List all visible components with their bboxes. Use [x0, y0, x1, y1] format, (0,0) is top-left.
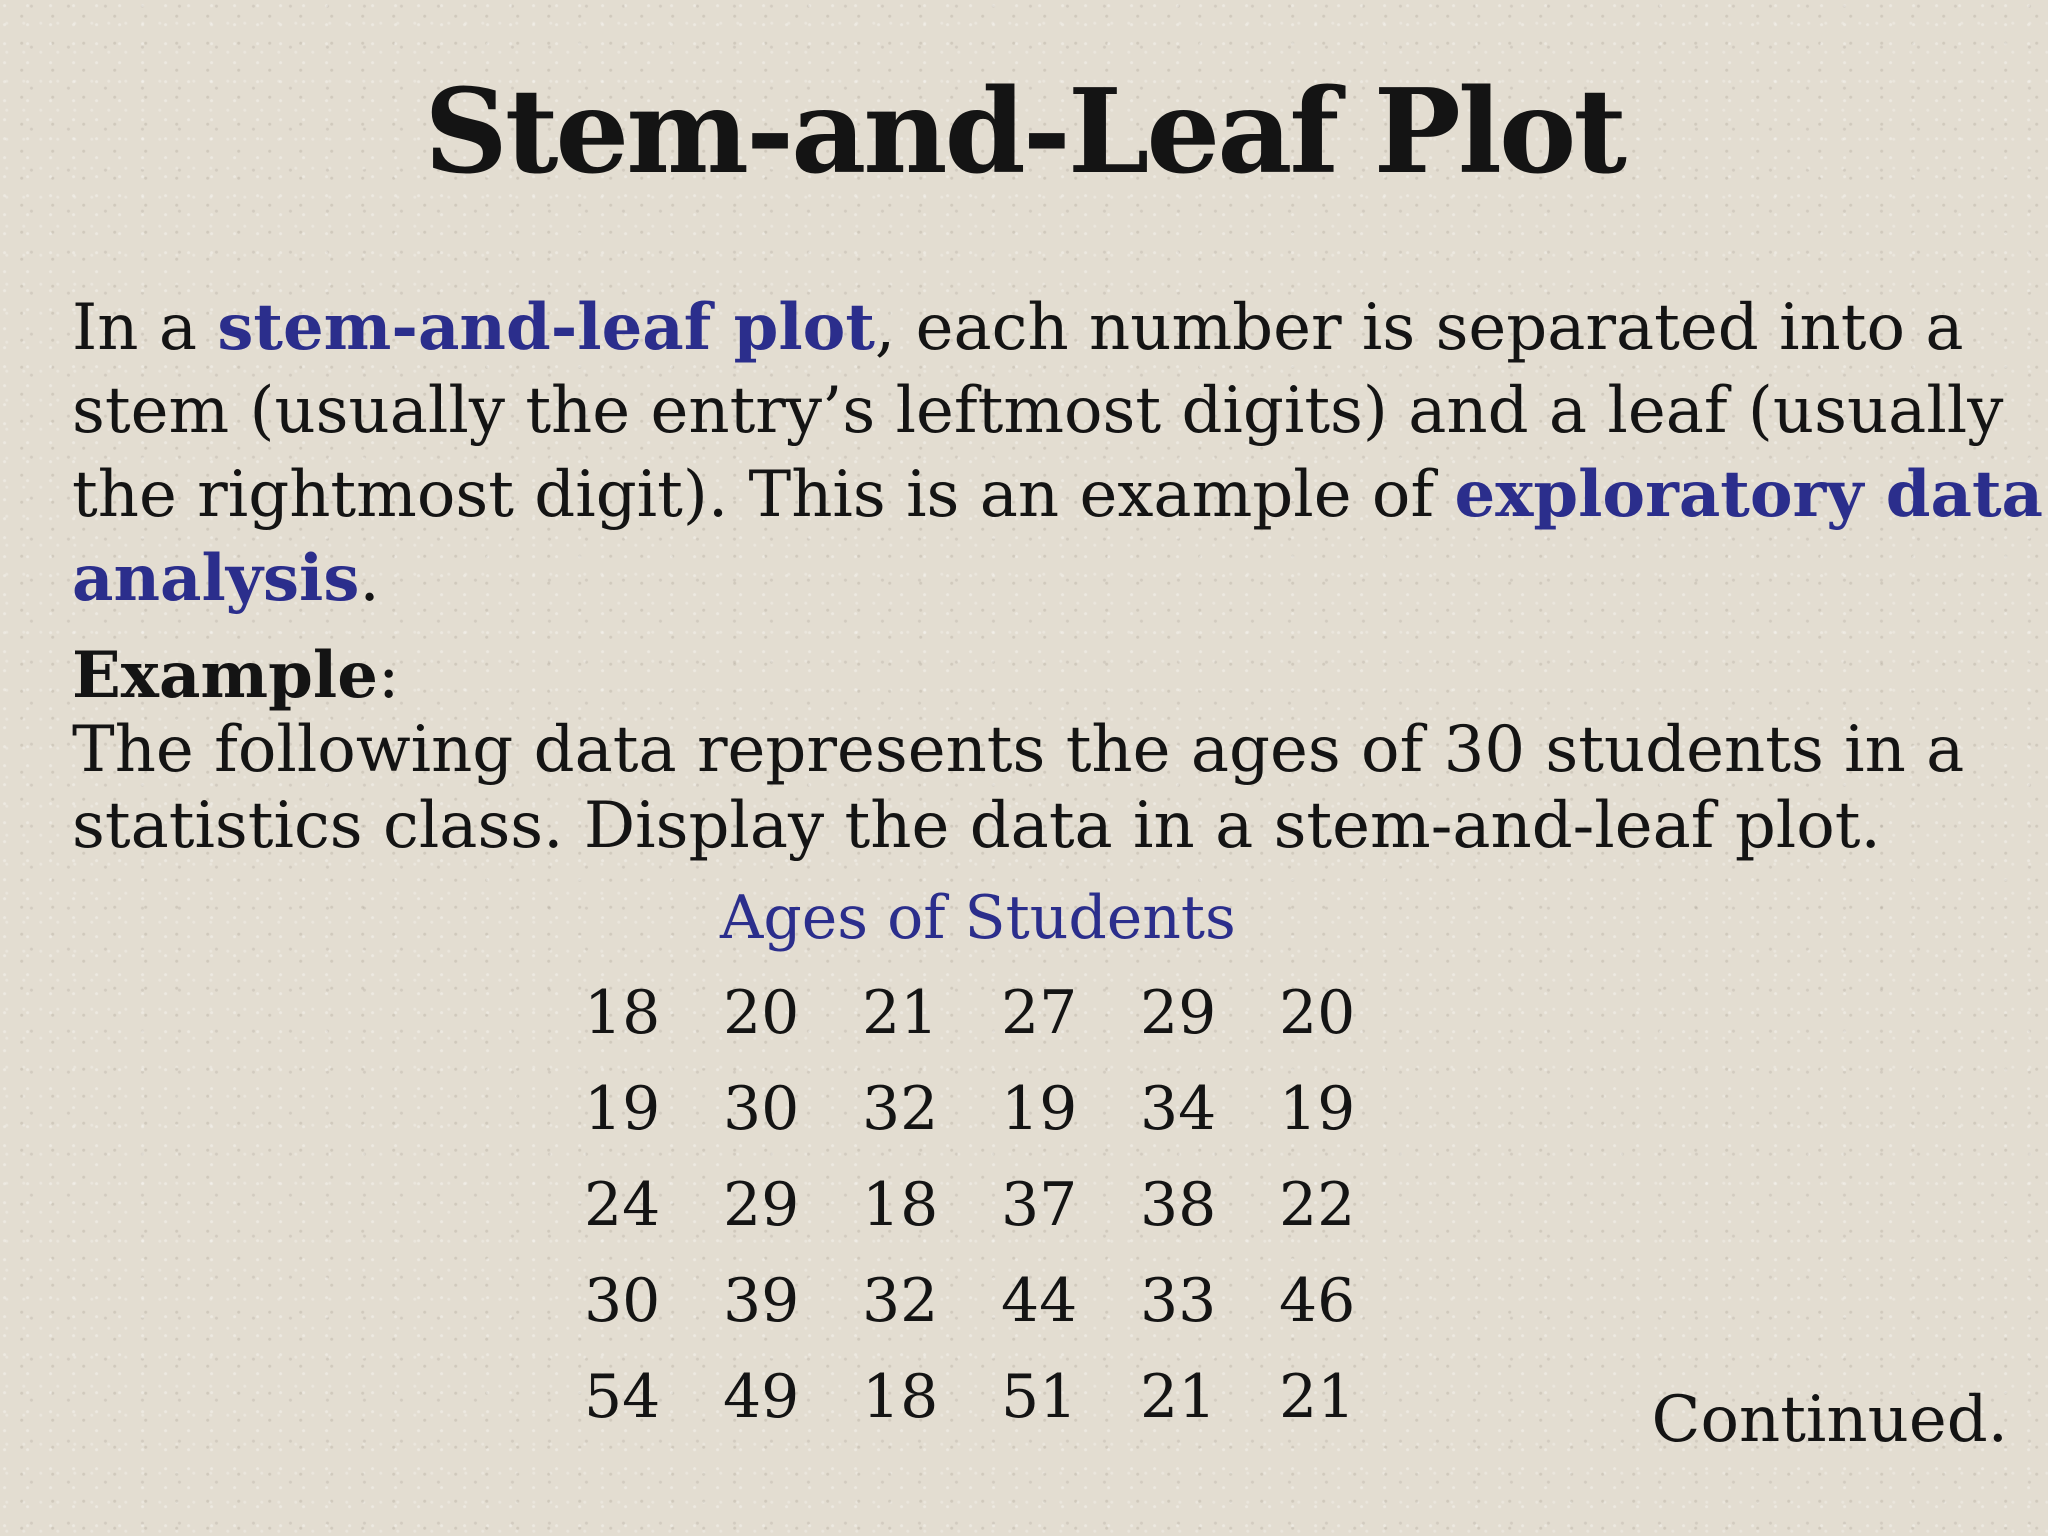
term-stem-and-leaf-plot: stem-and-leaf plot — [217, 290, 875, 365]
table-cell: 20 — [723, 978, 800, 1048]
table-cell: 44 — [1001, 1266, 1078, 1336]
table-cell: 33 — [1140, 1266, 1217, 1336]
table-cell: 22 — [1279, 1170, 1356, 1240]
table-cell: 30 — [584, 1266, 661, 1336]
intro-text: , each number is separated into a — [874, 291, 1964, 365]
example-heading — [72, 638, 399, 714]
table-cell: 21 — [1140, 1362, 1217, 1432]
example-problem — [72, 712, 1964, 864]
table-cell: 18 — [862, 1170, 939, 1240]
table-cell: 21 — [1279, 1362, 1356, 1432]
slide-title: Stem-and-Leaf Plot — [424, 64, 1624, 200]
table-cell: 46 — [1279, 1266, 1356, 1336]
table-cell: 54 — [584, 1362, 661, 1432]
table-cell: 19 — [1279, 1074, 1356, 1144]
table-cell: 27 — [1001, 978, 1078, 1048]
table-cell: 19 — [1001, 1074, 1078, 1144]
table-cell: 32 — [862, 1266, 939, 1336]
term-exploratory-data: exploratory data — [1454, 457, 2043, 532]
table-cell: 19 — [584, 1074, 661, 1144]
table-cell: 37 — [1001, 1170, 1078, 1240]
table-cell: 34 — [1140, 1074, 1217, 1144]
intro-line-2: stem (usually the entry’s leftmost digits) and a leaf (usually — [72, 374, 2004, 448]
table-cell: 29 — [1140, 978, 1217, 1048]
table-cell: 21 — [862, 978, 939, 1048]
intro-paragraph — [72, 286, 2043, 621]
table-cell: 29 — [723, 1170, 800, 1240]
intro-text: In a — [72, 291, 218, 365]
example-label: Example — [72, 638, 378, 713]
table-cell: 18 — [862, 1362, 939, 1432]
term-analysis: analysis — [72, 541, 360, 616]
table-cell: 18 — [584, 978, 661, 1048]
continued-label: Continued. — [1651, 1383, 2008, 1457]
problem-line-1: The following data represents the ages of 30 students in a — [72, 713, 1965, 787]
table-cell: 24 — [584, 1170, 661, 1240]
table-caption: Ages of Students — [720, 883, 1236, 953]
intro-text: . — [359, 542, 380, 616]
intro-line-4 — [72, 537, 2012, 621]
intro-line-3 — [72, 453, 2043, 537]
table-cell: 30 — [723, 1074, 800, 1144]
example-colon: : — [377, 639, 400, 713]
table-cell: 38 — [1140, 1170, 1217, 1240]
problem-line-2: statistics class. Display the data in a stem-and-leaf plot. — [72, 789, 1881, 863]
table-cell: 51 — [1001, 1362, 1078, 1432]
table-cell: 32 — [862, 1074, 939, 1144]
table-cell: 20 — [1279, 978, 1356, 1048]
intro-text: the rightmost digit). This is an example of — [72, 458, 1455, 532]
intro-line-1 — [72, 286, 2012, 370]
table-cell: 39 — [723, 1266, 800, 1336]
ages-data-table — [560, 975, 1394, 1455]
table-cell: 49 — [723, 1362, 800, 1432]
